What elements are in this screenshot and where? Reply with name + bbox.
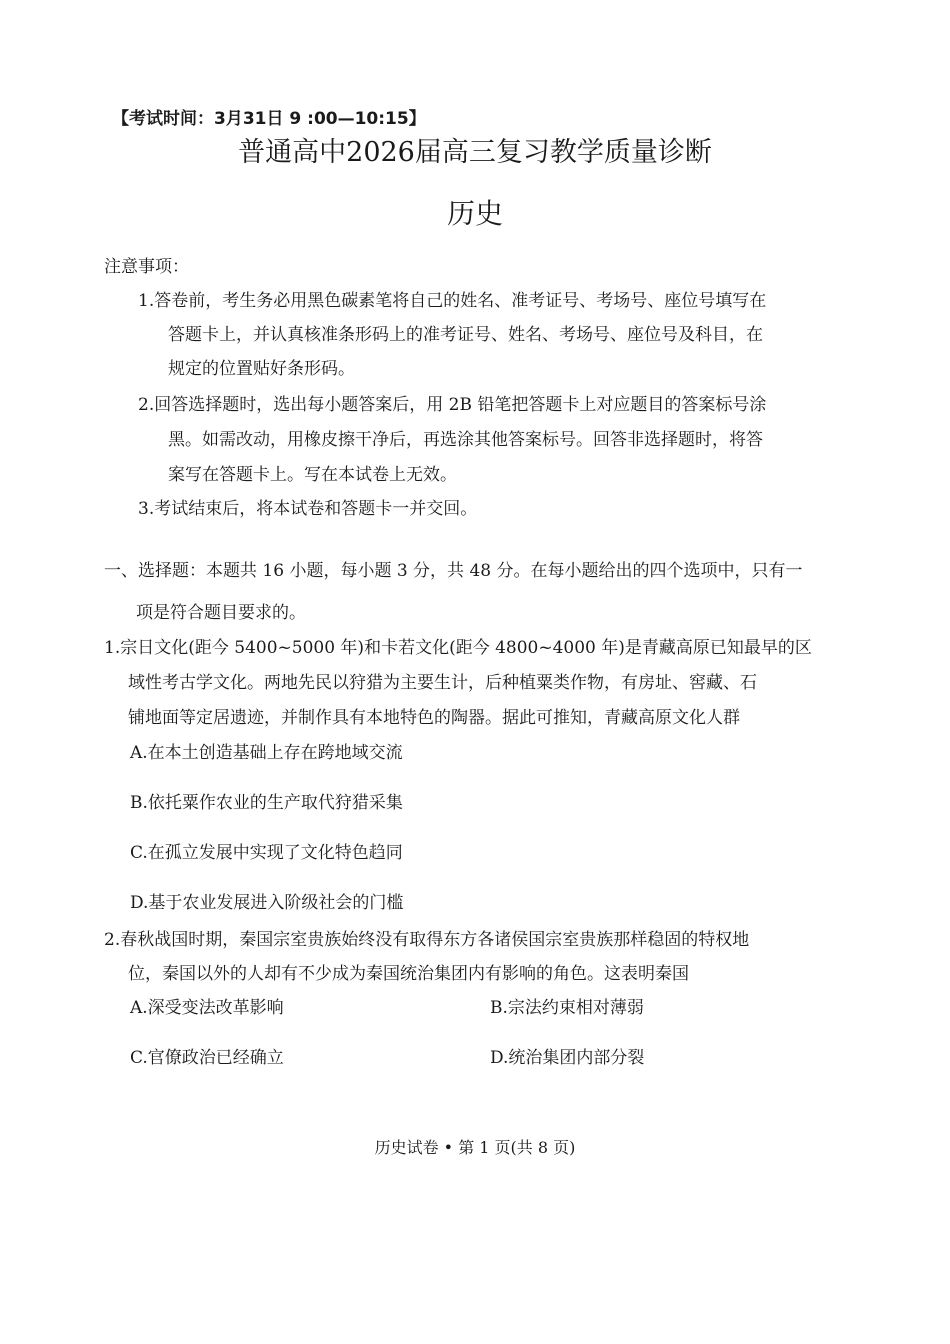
question-2-line-2: 位，秦国以外的人却有不少成为秦国统治集团内有影响的角色。这表明秦国: [128, 964, 689, 984]
question-2-option-b: B.宗法约束相对薄弱: [490, 998, 644, 1018]
question-2-option-d: D.统治集团内部分裂: [490, 1048, 645, 1068]
question-1-option-c: C.在孤立发展中实现了文化特色趋同: [130, 843, 403, 863]
question-1-option-a: A.在本土创造基础上存在跨地域交流: [130, 743, 403, 763]
note-3-line-1: 3.考试结束后，将本试卷和答题卡一并交回。: [138, 499, 478, 519]
note-2-line-1: 2.回答选择题时，选出每小题答案后，用 2B 铅笔把答题卡上对应题目的答案标号涂: [138, 395, 767, 415]
question-1-line-2: 域性考古学文化。两地先民以狩猎为主要生计，后种植粟类作物，有房址、窖藏、石: [128, 673, 757, 693]
note-2-line-2: 黑。如需改动，用橡皮擦干净后，再选涂其他答案标号。回答非选择题时，将答: [168, 430, 763, 450]
page-title: 普通高中2026届高三复习教学质量诊断: [238, 137, 712, 168]
section-heading-line-1: 一、选择题：本题共 16 小题，每小题 3 分，共 48 分。在每小题给出的四个选项中，只有一: [104, 561, 803, 581]
page-footer: 历史试卷 • 第 1 页(共 8 页): [374, 1138, 576, 1157]
question-1-option-d: D.基于农业发展进入阶级社会的门槛: [130, 893, 404, 913]
note-1-line-2: 答题卡上，并认真核准条形码上的准考证号、姓名、考场号、座位号及科目，在: [168, 325, 763, 345]
subject-title: 历史: [446, 197, 503, 230]
question-2-option-a: A.深受变法改革影响: [130, 998, 284, 1018]
note-2-line-3: 案写在答题卡上。写在本试卷上无效。: [168, 465, 457, 485]
exam-time: 【考试时间：3月31日 9 :00—10:15】: [112, 109, 426, 129]
question-1-line-3: 铺地面等定居遗迹，并制作具有本地特色的陶器。据此可推知，青藏高原文化人群: [128, 708, 740, 728]
note-1-line-3: 规定的位置贴好条形码。: [168, 359, 355, 379]
question-2-line-1: 2.春秋战国时期，秦国宗室贵族始终没有取得东方各诸侯国宗室贵族那样稳固的特权地: [104, 930, 750, 950]
question-1-option-b: B.依托粟作农业的生产取代狩猎采集: [130, 793, 403, 813]
question-2-option-c: C.官僚政治已经确立: [130, 1048, 284, 1068]
notes-heading: 注意事项：: [104, 257, 189, 277]
question-1-line-1: 1.宗日文化(距今 5400~5000 年)和卡若文化(距今 4800~4000 年)是青藏高原已知最早的区: [104, 638, 812, 658]
note-1-line-1: 1.答卷前，考生务必用黑色碳素笔将自己的姓名、准考证号、考场号、座位号填写在: [138, 291, 767, 311]
section-heading-line-2: 项是符合题目要求的。: [136, 603, 306, 623]
